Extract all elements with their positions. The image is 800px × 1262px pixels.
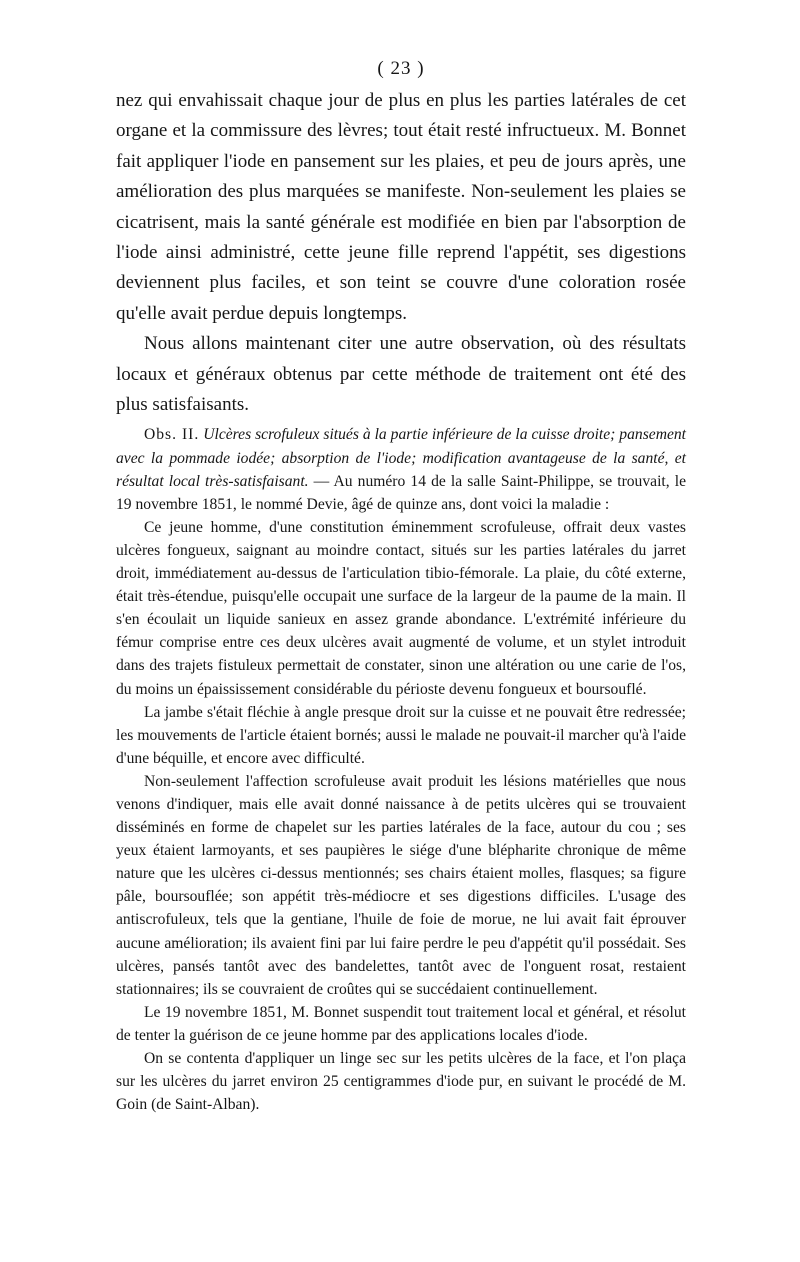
paragraph: Non-seulement l'affection scrofuleuse avait produit les lésions matérielles que nous venons d'indiquer, mais elle avait donné naissance à de petits ulcères qui se trouvaient disséminés en forme de chapelet sur les parties latérales de la face, autour du cou ; ses yeux étaient larmoyants, et ses paupières le siége d'une blépharite chronique de même nature que les ulcères ci-dessus mentionnés; ses chairs étaient molles, flasques; sa figure pâle, boursouflée; son appétit très-médiocre et ses digestions difficiles. L'usage des antiscrofuleux, tels que la gentiane, l'huile de foie de morue, ne lui avait fait éprouver aucune amélioration; ils avaient fini par lui faire perdre le peu d'appétit qu'il possédait. Ses ulcères, pansés tantôt avec des bandelettes, tantôt avec de l'onguent rosat, restaient stationnaires; ils se couvraient de croûtes qui se succédaient continuellement. (116, 772, 686, 998)
paragraph: On se contenta d'appliquer un linge sec sur les petits ulcères de la face, et l'on plaça sur les ulcères du jarret environ 25 centigrammes d'iode pur, en suivant le procédé de M. Goin (de Saint-Alban). (116, 1050, 686, 1114)
paragraph: La jambe s'était fléchie à angle presque droit sur la cuisse et ne pouvait être redressée; les mouvements de l'article étaient bornés; aussi le malade ne pouvait-il marcher qu'à l'aide d'une béquille, et encore avec difficulté. (116, 703, 686, 767)
paragraph: Le 19 novembre 1851, M. Bonnet suspendit tout traitement local et général, et résolut de tenter la guérison de ce jeune homme par des applications locales d'iode. (116, 1003, 686, 1044)
observation-heading (116, 423, 686, 515)
page-number: ( 23 ) (377, 58, 425, 79)
observation-intro: — Au numéro 14 de la salle Saint-Philippe, se trouvait, le 19 novembre 1851, le nommé Devie, âgé de quinze ans, dont voici la maladie : (116, 472, 686, 513)
text-block-large (116, 86, 686, 420)
paragraph: Ce jeune homme, d'une constitution éminemment scrofuleuse, offrait deux vastes ulcères fongueux, saignant au moindre contact, situés sur les parties latérales du jarret droit, immédiatement au-dessus de l'articulation tibio-fémorale. La plaie, du côté externe, était très-étendue, puisqu'elle occupait une surface de la largeur de la paume de la main. Il s'en écoulait un liquide sanieux en assez grande abondance. L'extrémité inférieure du fémur comprise entre ces deux ulcères avait augmenté de volume, et un stylet introduit dans des trajets fistuleux permettait de constater, sinon une altération ou une carie de l'os, du moins un épaississement considérable du périoste devenu fongueux et boursouflé. (116, 518, 686, 698)
observation-label: Obs. II. (144, 426, 200, 444)
paragraph-continuation: nez qui envahissait chaque jour de plus en plus les parties latérales de cet organe et la commissure des lèvres; tout était resté infructueux. M. Bonnet fait appliquer l'iode en pansement sur les plaies, et peu de jours après, une amélioration des plus marquées se manifeste. Non-seulement les plaies se cicatrisent, mais la santé générale est modifiée en bien par l'absorption de l'iode ainsi administré, cette jeune fille reprend l'appétit, ses digestions deviennent plus faciles, et son teint se couvre d'une coloration rosée qu'elle avait perdue depuis longtemps. (116, 90, 686, 324)
text-block-small (116, 423, 686, 1116)
paragraph-intro-observation: Nous allons maintenant citer une autre observation, où des résultats locaux et généraux obtenus par cette méthode de traitement ont été des plus satisfaisants. (116, 333, 686, 416)
observation-title: Ulcères scrofuleux situés à la partie inférieure de la cuisse droite; pansement avec la pommade iodée; absorption de l'iode; modification avantageuse de la santé, et résultat local très-satisfaisant. (116, 426, 687, 490)
